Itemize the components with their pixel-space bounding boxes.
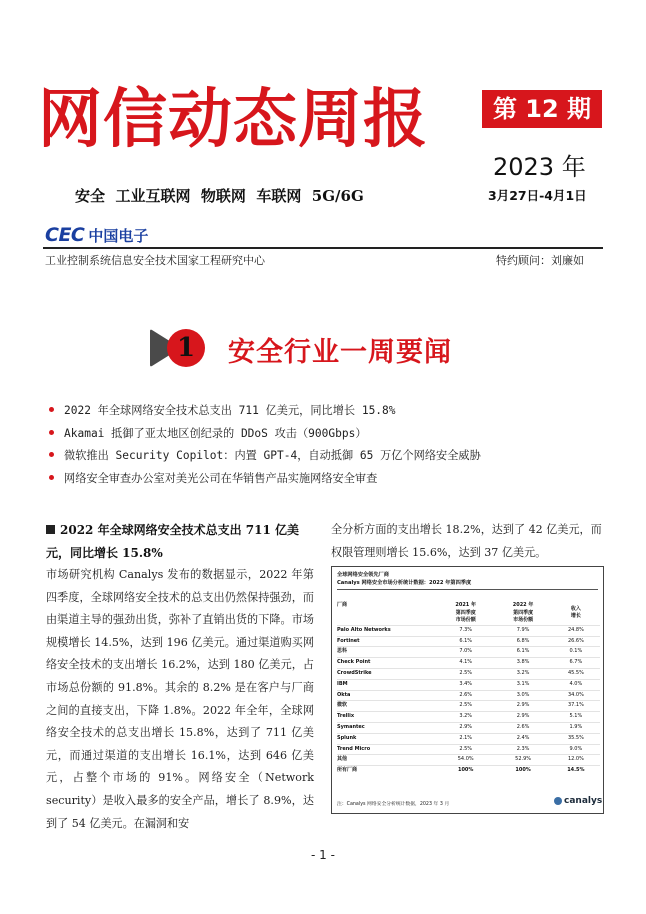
table-row bbox=[337, 701, 600, 712]
figure-subtitle: Canalys 网络安全市场分析统计数据：2022 年第四季度 bbox=[337, 580, 472, 586]
issue-dates: 3月27日-4月1日 bbox=[488, 188, 587, 203]
value-cell: 2.4% bbox=[494, 733, 551, 744]
value-cell: 2.5% bbox=[437, 701, 494, 712]
section-number: 1 bbox=[176, 333, 196, 363]
value-cell: 54.0% bbox=[437, 755, 494, 766]
organization-name: 工业控制系统信息安全技术国家工程研究中心 bbox=[45, 254, 265, 267]
column-header: 2022 年 第四季度 市场份额 bbox=[512, 602, 534, 624]
issue-year: 2023 年 bbox=[493, 153, 586, 181]
article-continuation: 全分析方面的支出增长 18.2%，达到了 42 亿美元，而权限管理则增长 15.6%，达到 37 亿美元。 bbox=[331, 523, 602, 559]
bullet-icon bbox=[49, 452, 54, 457]
vendor-cell: 思科 bbox=[337, 647, 437, 658]
section-title: 安全行业一周要闻 bbox=[228, 337, 452, 368]
value-cell: 4.0% bbox=[552, 679, 600, 690]
value-cell: 2.9% bbox=[494, 712, 551, 723]
value-cell: 3.1% bbox=[494, 679, 551, 690]
vendor-cell: Fortinet bbox=[337, 636, 437, 647]
table-row bbox=[337, 733, 600, 744]
list-item: 微软推出 Security Copilot：内置 GPT-4，自动抵御 65 万亿个网络安全威胁 bbox=[47, 447, 481, 470]
value-cell: 52.9% bbox=[494, 755, 551, 766]
market-share-figure bbox=[331, 566, 604, 814]
value-cell: 4.1% bbox=[437, 658, 494, 669]
column-header: 2021 年 第四季度 市场份额 bbox=[455, 602, 477, 624]
column-header: 收入 增长 bbox=[570, 605, 581, 620]
value-cell: 3.4% bbox=[437, 679, 494, 690]
page-number: - 1 - bbox=[311, 848, 335, 862]
table-row bbox=[337, 755, 600, 766]
bullet-icon bbox=[49, 407, 54, 412]
vendor-cell: CrowdStrike bbox=[337, 668, 437, 679]
section-number-badge bbox=[148, 327, 208, 369]
value-cell: 0.1% bbox=[552, 647, 600, 658]
table-row bbox=[337, 658, 600, 669]
value-cell: 14.5% bbox=[552, 766, 600, 776]
table-row bbox=[337, 647, 600, 658]
column-header: 厂商 bbox=[337, 602, 348, 608]
list-item: 网络安全审查办公室对美光公司在华销售产品实施网络安全审查 bbox=[47, 470, 481, 493]
value-cell: 24.8% bbox=[552, 625, 600, 636]
issue-number-badge: 第 12 期 bbox=[482, 90, 602, 128]
vendor-cell: Trellix bbox=[337, 712, 437, 723]
value-cell: 6.1% bbox=[437, 636, 494, 647]
bullet-icon bbox=[49, 475, 54, 480]
value-cell: 7.3% bbox=[437, 625, 494, 636]
value-cell: 5.1% bbox=[552, 712, 600, 723]
figure-note: 注：Canalys 网络安全分析统计数据，2023 年 3 月 bbox=[337, 802, 450, 807]
value-cell: 2.1% bbox=[437, 733, 494, 744]
value-cell: 34.0% bbox=[552, 690, 600, 701]
table-row bbox=[337, 722, 600, 733]
vendor-cell: 其他 bbox=[337, 755, 437, 766]
logo-cn-text: 中国电子 bbox=[88, 226, 149, 245]
value-cell: 3.2% bbox=[494, 668, 551, 679]
list-item: Akamai 抵御了亚太地区创纪录的 DDoS 攻击（900Gbps） bbox=[47, 425, 481, 448]
square-bullet-icon bbox=[46, 525, 55, 534]
value-cell: 6.7% bbox=[552, 658, 600, 669]
value-cell: 2.3% bbox=[494, 744, 551, 755]
vendor-cell: Check Point bbox=[337, 658, 437, 669]
value-cell: 2.6% bbox=[437, 690, 494, 701]
table-row bbox=[337, 668, 600, 679]
table-row bbox=[337, 636, 600, 647]
vendor-cell: Trend Micro bbox=[337, 744, 437, 755]
value-cell: 6.1% bbox=[494, 647, 551, 658]
value-cell: 100% bbox=[494, 766, 551, 776]
value-cell: 37.1% bbox=[552, 701, 600, 712]
table-row bbox=[337, 690, 600, 701]
value-cell: 45.5% bbox=[552, 668, 600, 679]
topics-line: 安全 工业互联网 物联网 车联网 5G/6G bbox=[75, 187, 364, 205]
value-cell: 7.9% bbox=[494, 625, 551, 636]
article-body: 市场研究机构 Canalys 发布的数据显示，2022 年第四季度，全球网络安全技术的总支出仍然保持强劲，而由渠道主导的强劲出货，弥补了直销出货的下降。市场规模增长 14.5%，达到 196 亿美元。通过渠道购买网络安全技术的支出增长 16.2%，达到 180 亿美元，占市场总份额的 91.8%。其余的 8.2% 是在客户与厂商之间的直接支出，下降 1.8%。2022 年全年，全球网络安全技术的总支出增长 15.8%，达到了 711 亿美元，而通过渠道的支出增长 16.1%，达到 646 亿美元，占整个市场的 91%。网络安全（Network security）是收入最多的安全产品，增长了 8.9%，达到了 54 亿美元。在漏洞和安 bbox=[46, 568, 314, 830]
vendor-cell: Splunk bbox=[337, 733, 437, 744]
highlights-list bbox=[47, 402, 481, 492]
figure-title: 全球网络安全领先厂商 bbox=[337, 572, 389, 578]
value-cell: 3.8% bbox=[494, 658, 551, 669]
market-share-table bbox=[337, 602, 600, 776]
table-row bbox=[337, 766, 600, 776]
value-cell: 3.2% bbox=[437, 712, 494, 723]
value-cell: 12.0% bbox=[552, 755, 600, 766]
vendor-cell: 微软 bbox=[337, 701, 437, 712]
canalys-logo-icon bbox=[554, 797, 562, 805]
article-heading: 2022 年全球网络安全技术总支出 711 亿美元，同比增长 15.8% bbox=[46, 523, 299, 560]
value-cell: 1.9% bbox=[552, 722, 600, 733]
vendor-cell: Palo Alto Networks bbox=[337, 625, 437, 636]
table-row bbox=[337, 712, 600, 723]
vendor-cell: IBM bbox=[337, 679, 437, 690]
value-cell: 2.9% bbox=[437, 722, 494, 733]
value-cell: 9.0% bbox=[552, 744, 600, 755]
canalys-logo: canalys bbox=[554, 796, 602, 806]
value-cell: 2.9% bbox=[494, 701, 551, 712]
table-header-row bbox=[337, 602, 600, 625]
logo-cec-text: CEC bbox=[45, 224, 85, 246]
value-cell: 7.0% bbox=[437, 647, 494, 658]
value-cell: 2.5% bbox=[437, 744, 494, 755]
advisor-line: 特约顾问：刘廉如 bbox=[496, 254, 584, 267]
value-cell: 26.6% bbox=[552, 636, 600, 647]
newsletter-title: 网信动态周报 bbox=[38, 82, 428, 157]
bullet-icon bbox=[49, 430, 54, 435]
vendor-cell: 所有厂商 bbox=[337, 766, 437, 776]
cec-logo bbox=[45, 225, 148, 245]
header-divider bbox=[43, 247, 603, 249]
value-cell: 100% bbox=[437, 766, 494, 776]
value-cell: 35.5% bbox=[552, 733, 600, 744]
table-row bbox=[337, 625, 600, 636]
table-row bbox=[337, 744, 600, 755]
vendor-cell: Symantec bbox=[337, 722, 437, 733]
list-item: 2022 年全球网络安全技术总支出 711 亿美元，同比增长 15.8% bbox=[47, 402, 481, 425]
vendor-cell: Okta bbox=[337, 690, 437, 701]
table-row bbox=[337, 679, 600, 690]
value-cell: 2.6% bbox=[494, 722, 551, 733]
value-cell: 3.0% bbox=[494, 690, 551, 701]
value-cell: 6.8% bbox=[494, 636, 551, 647]
figure-divider bbox=[337, 589, 598, 590]
value-cell: 2.5% bbox=[437, 668, 494, 679]
